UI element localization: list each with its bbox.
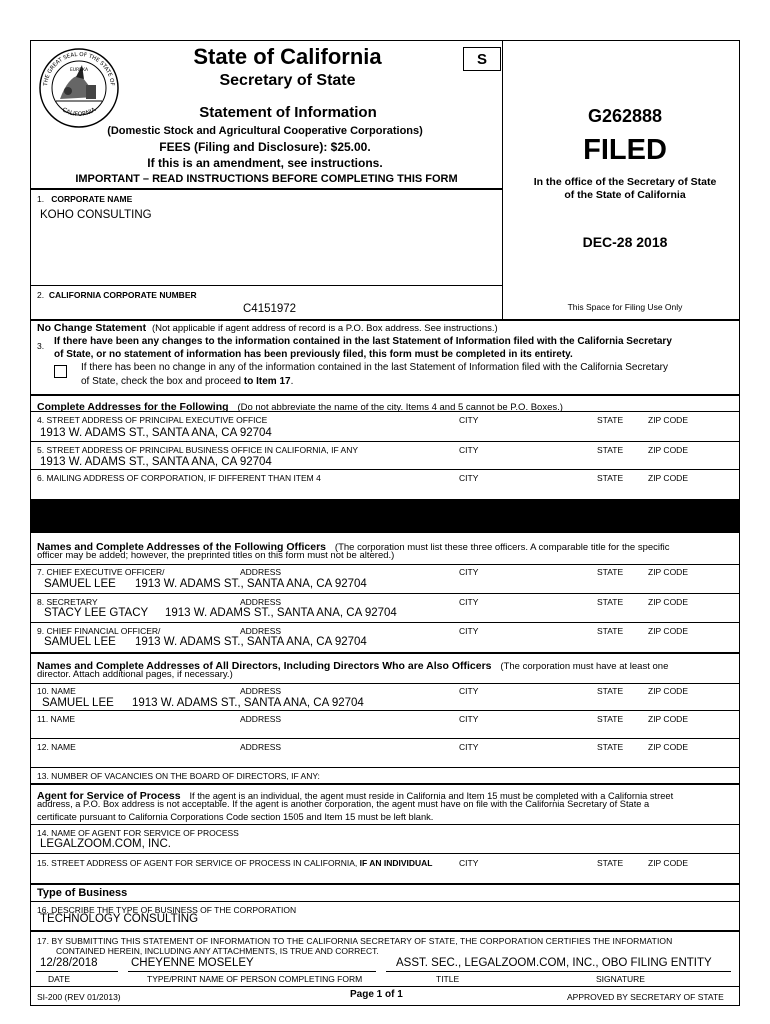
director-2-state-label: STATE	[597, 714, 624, 724]
director-2-zip-label: ZIP CODE	[648, 714, 688, 724]
important-note: IMPORTANT – READ INSTRUCTIONS BEFORE COMPLETING THIS FORM	[75, 173, 458, 185]
officer-cfo-zip-label: ZIP CODE	[648, 626, 688, 636]
directors-header: Names and Complete Addresses of All Directors, Including Directors Who are Also Officers (The corporation must have at least one	[37, 660, 669, 672]
director-3-label: 12. NAME	[37, 742, 76, 752]
no-change-check-text-1: If there has been no change in any of the information contained in the last Statement of Information filed with the California Secretary	[81, 362, 669, 373]
statement-subtitle: (Domestic Stock and Agricultural Cooperative Corporations)	[107, 125, 423, 137]
vacancies-label: 13. NUMBER OF VACANCIES ON THE BOARD OF DIRECTORS, IF ANY:	[37, 771, 320, 781]
secretary-title: Secretary of State	[219, 72, 356, 89]
officer-cfo-label: 9. CHIEF FINANCIAL OFFICER/	[37, 626, 161, 636]
item5-label: 5. STREET ADDRESS OF PRINCIPAL BUSINESS OFFICE IN CALIFORNIA, IF ANY	[37, 445, 359, 455]
officer-secretary-city-label: CITY	[459, 597, 479, 607]
form-letter-box: S	[463, 47, 501, 71]
item5-city-label: CITY	[459, 445, 479, 455]
item15-label: 15. STREET ADDRESS OF AGENT FOR SERVICE OF PROCESS IN CALIFORNIA, IF AN INDIVIDUAL	[37, 858, 433, 868]
director-1-state-label: STATE	[597, 686, 624, 696]
officer-secretary-address-label: ADDRESS	[240, 597, 282, 607]
agent-header: Agent for Service of Process If the agent is an individual, the agent must reside in California and Item 15 must be completed with a California street	[37, 790, 674, 802]
director-3-city-label: CITY	[459, 742, 479, 752]
director-1-address[interactable]: 1913 W. ADAMS ST., SANTA ANA, CA 92704	[132, 697, 364, 709]
statement-title: Statement of Information	[199, 104, 377, 121]
director-3-state-label: STATE	[597, 742, 624, 752]
cert-name-value[interactable]: CHEYENNE MOSELEY	[131, 957, 254, 969]
item6-city-label: CITY	[459, 473, 479, 483]
director-1-zip-label: ZIP CODE	[648, 686, 688, 696]
no-change-checkbox[interactable]	[54, 365, 67, 378]
certification-text-2: CONTAINED HEREIN, INCLUDING ANY ATTACHMENTS, IS TRUE AND CORRECT.	[56, 946, 379, 956]
item6-zip-label: ZIP CODE	[648, 473, 688, 483]
director-2-city-label: CITY	[459, 714, 479, 724]
officer-cfo-state-label: STATE	[597, 626, 624, 636]
item6-state-label: STATE	[597, 473, 624, 483]
officer-secretary-zip-label: ZIP CODE	[648, 597, 688, 607]
svg-text:EUREKA: EUREKA	[69, 68, 89, 73]
officer-cfo-address[interactable]: 1913 W. ADAMS ST., SANTA ANA, CA 92704	[135, 636, 367, 648]
officer-ceo-city-label: CITY	[459, 567, 479, 577]
item15-zip-label: ZIP CODE	[648, 858, 688, 868]
officer-ceo-state-label: STATE	[597, 567, 624, 577]
director-2-label: 11. NAME	[37, 714, 76, 724]
item4-label: 4. STREET ADDRESS OF PRINCIPAL EXECUTIVE OFFICE	[37, 415, 268, 425]
state-title: State of California	[193, 44, 382, 69]
item5-state-label: STATE	[597, 445, 624, 455]
seal-text	[38, 47, 120, 129]
item2-label: 2. CALIFORNIA CORPORATE NUMBER	[37, 290, 197, 300]
item15-city-label: CITY	[459, 858, 479, 868]
no-change-check-text-2: of State, check the box and proceed to Item 17.	[81, 376, 294, 387]
item5-value[interactable]: 1913 W. ADAMS ST., SANTA ANA, CA 92704	[40, 456, 272, 468]
item6-label: 6. MAILING ADDRESS OF CORPORATION, IF DIFFERENT THAN ITEM 4	[37, 473, 321, 483]
officer-ceo-zip-label: ZIP CODE	[648, 567, 688, 577]
name-underline	[128, 971, 376, 972]
svg-text:CALIFORNIA: CALIFORNIA	[60, 106, 98, 118]
officer-ceo-address[interactable]: 1913 W. ADAMS ST., SANTA ANA, CA 92704	[135, 578, 367, 590]
office-line-2: of the State of California	[564, 189, 686, 201]
agent-name-value[interactable]: LEGALZOOM.COM, INC.	[40, 838, 171, 850]
corporate-name-value[interactable]: KOHO CONSULTING	[40, 209, 152, 221]
item4-city-label: CITY	[459, 415, 479, 425]
director-3-zip-label: ZIP CODE	[648, 742, 688, 752]
officer-ceo-label: 7. CHIEF EXECUTIVE OFFICER/	[37, 567, 165, 577]
redaction-bar	[30, 499, 740, 533]
item5-zip-label: ZIP CODE	[648, 445, 688, 455]
corporate-number-value[interactable]: C4151972	[243, 303, 297, 315]
cert-name-label: TYPE/PRINT NAME OF PERSON COMPLETING FORM	[147, 974, 363, 984]
officer-secretary-name[interactable]: STACY LEE GTACY	[44, 607, 149, 619]
officers-header: Names and Complete Addresses of the Following Officers (The corporation must list these three officers. A comparable title for the specific	[37, 541, 670, 553]
cert-date-label: DATE	[48, 974, 71, 984]
date-underline	[36, 971, 118, 972]
item4-value[interactable]: 1913 W. ADAMS ST., SANTA ANA, CA 92704	[40, 427, 272, 439]
officers-note-2: officer may be added; however, the preprinted titles on this form must not be altered.)	[37, 550, 395, 561]
cert-title-value[interactable]: ASST. SEC., LEGALZOOM.COM, INC., OBO FILING ENTITY	[396, 957, 712, 969]
item4-state-label: STATE	[597, 415, 624, 425]
title-underline	[386, 971, 731, 972]
officer-cfo-city-label: CITY	[459, 626, 479, 636]
director-1-label: 10. NAME	[37, 686, 76, 696]
item15-state-label: STATE	[597, 858, 624, 868]
page-number: Page 1 of 1	[350, 989, 403, 1000]
officer-secretary-state-label: STATE	[597, 597, 624, 607]
agent-text-2: address, a P.O. Box address is not acceptable. If the agent is another corporation, the agent must have on file with the California Secretary of State a	[37, 799, 650, 809]
director-1-city-label: CITY	[459, 686, 479, 696]
filing-space-note: This Space for Filing Use Only	[567, 302, 683, 312]
no-change-header: No Change Statement (Not applicable if agent address of record is a P.O. Box address. See instructions.)	[37, 322, 498, 334]
director-1-name[interactable]: SAMUEL LEE	[42, 697, 114, 709]
item4-zip-label: ZIP CODE	[648, 415, 688, 425]
directors-note-2: director. Attach additional pages, if necessary.)	[37, 669, 233, 680]
item16-label: 16. DESCRIBE THE TYPE OF BUSINESS OF THE CORPORATION	[37, 905, 297, 915]
filing-number: G262888	[587, 106, 663, 126]
business-header: Type of Business	[37, 887, 128, 899]
director-1-address-label: ADDRESS	[240, 686, 282, 696]
approved-note: APPROVED BY SECRETARY OF STATE	[567, 992, 724, 1002]
officer-secretary-address[interactable]: 1913 W. ADAMS ST., SANTA ANA, CA 92704	[165, 607, 397, 619]
business-type-value[interactable]: TECHNOLOGY CONSULTING	[40, 913, 199, 925]
item3-num: 3.	[37, 341, 45, 351]
cert-signature-label: SIGNATURE	[596, 974, 645, 984]
director-2-address-label: ADDRESS	[240, 714, 282, 724]
cert-title-label: TITLE	[436, 974, 460, 984]
item14-label: 14. NAME OF AGENT FOR SERVICE OF PROCESS	[37, 828, 239, 838]
filed-stamp: FILED	[583, 134, 667, 166]
no-change-text-2: of State, or no statement of information has been previously filed, this form must be completed in its entirety.	[54, 349, 573, 360]
item1-label: 1. CORPORATE NAME	[37, 194, 133, 204]
fees: FEES (Filing and Disclosure): $25.00.	[159, 140, 371, 154]
certification-text-1: 17. BY SUBMITTING THIS STATEMENT OF INFORMATION TO THE CALIFORNIA SECRETARY OF STATE, THE CORPORATION CERTIFIES THE INFORMATION	[37, 936, 673, 946]
no-change-text-1: If there have been any changes to the information contained in the last Statement of Information filed with the California Secretary	[54, 336, 672, 347]
agent-text-3: certificate pursuant to California Corporations Code section 1505 and Item 15 must be left blank.	[37, 812, 434, 822]
svg-text:THE GREAT SEAL OF THE STATE OF: THE GREAT SEAL OF THE STATE OF	[43, 51, 115, 87]
addresses-header: Complete Addresses for the Following (Do not abbreviate the name of the city. Items 4 and 5 cannot be P.O. Boxes.)	[37, 401, 563, 413]
office-line-1: In the office of the Secretary of State	[533, 176, 717, 188]
director-3-address-label: ADDRESS	[240, 742, 282, 752]
officer-ceo-address-label: ADDRESS	[240, 567, 282, 577]
officer-cfo-name[interactable]: SAMUEL LEE	[44, 636, 116, 648]
officer-cfo-address-label: ADDRESS	[240, 626, 282, 636]
amendment-note: If this is an amendment, see instructions.	[147, 156, 383, 170]
officer-secretary-label: 8. SECRETARY	[37, 597, 98, 607]
officer-ceo-name[interactable]: SAMUEL LEE	[44, 578, 116, 590]
cert-date-value[interactable]: 12/28/2018	[40, 957, 98, 969]
form-id: SI-200 (REV 01/2013)	[37, 992, 121, 1002]
filing-date: DEC-28 2018	[582, 234, 668, 250]
